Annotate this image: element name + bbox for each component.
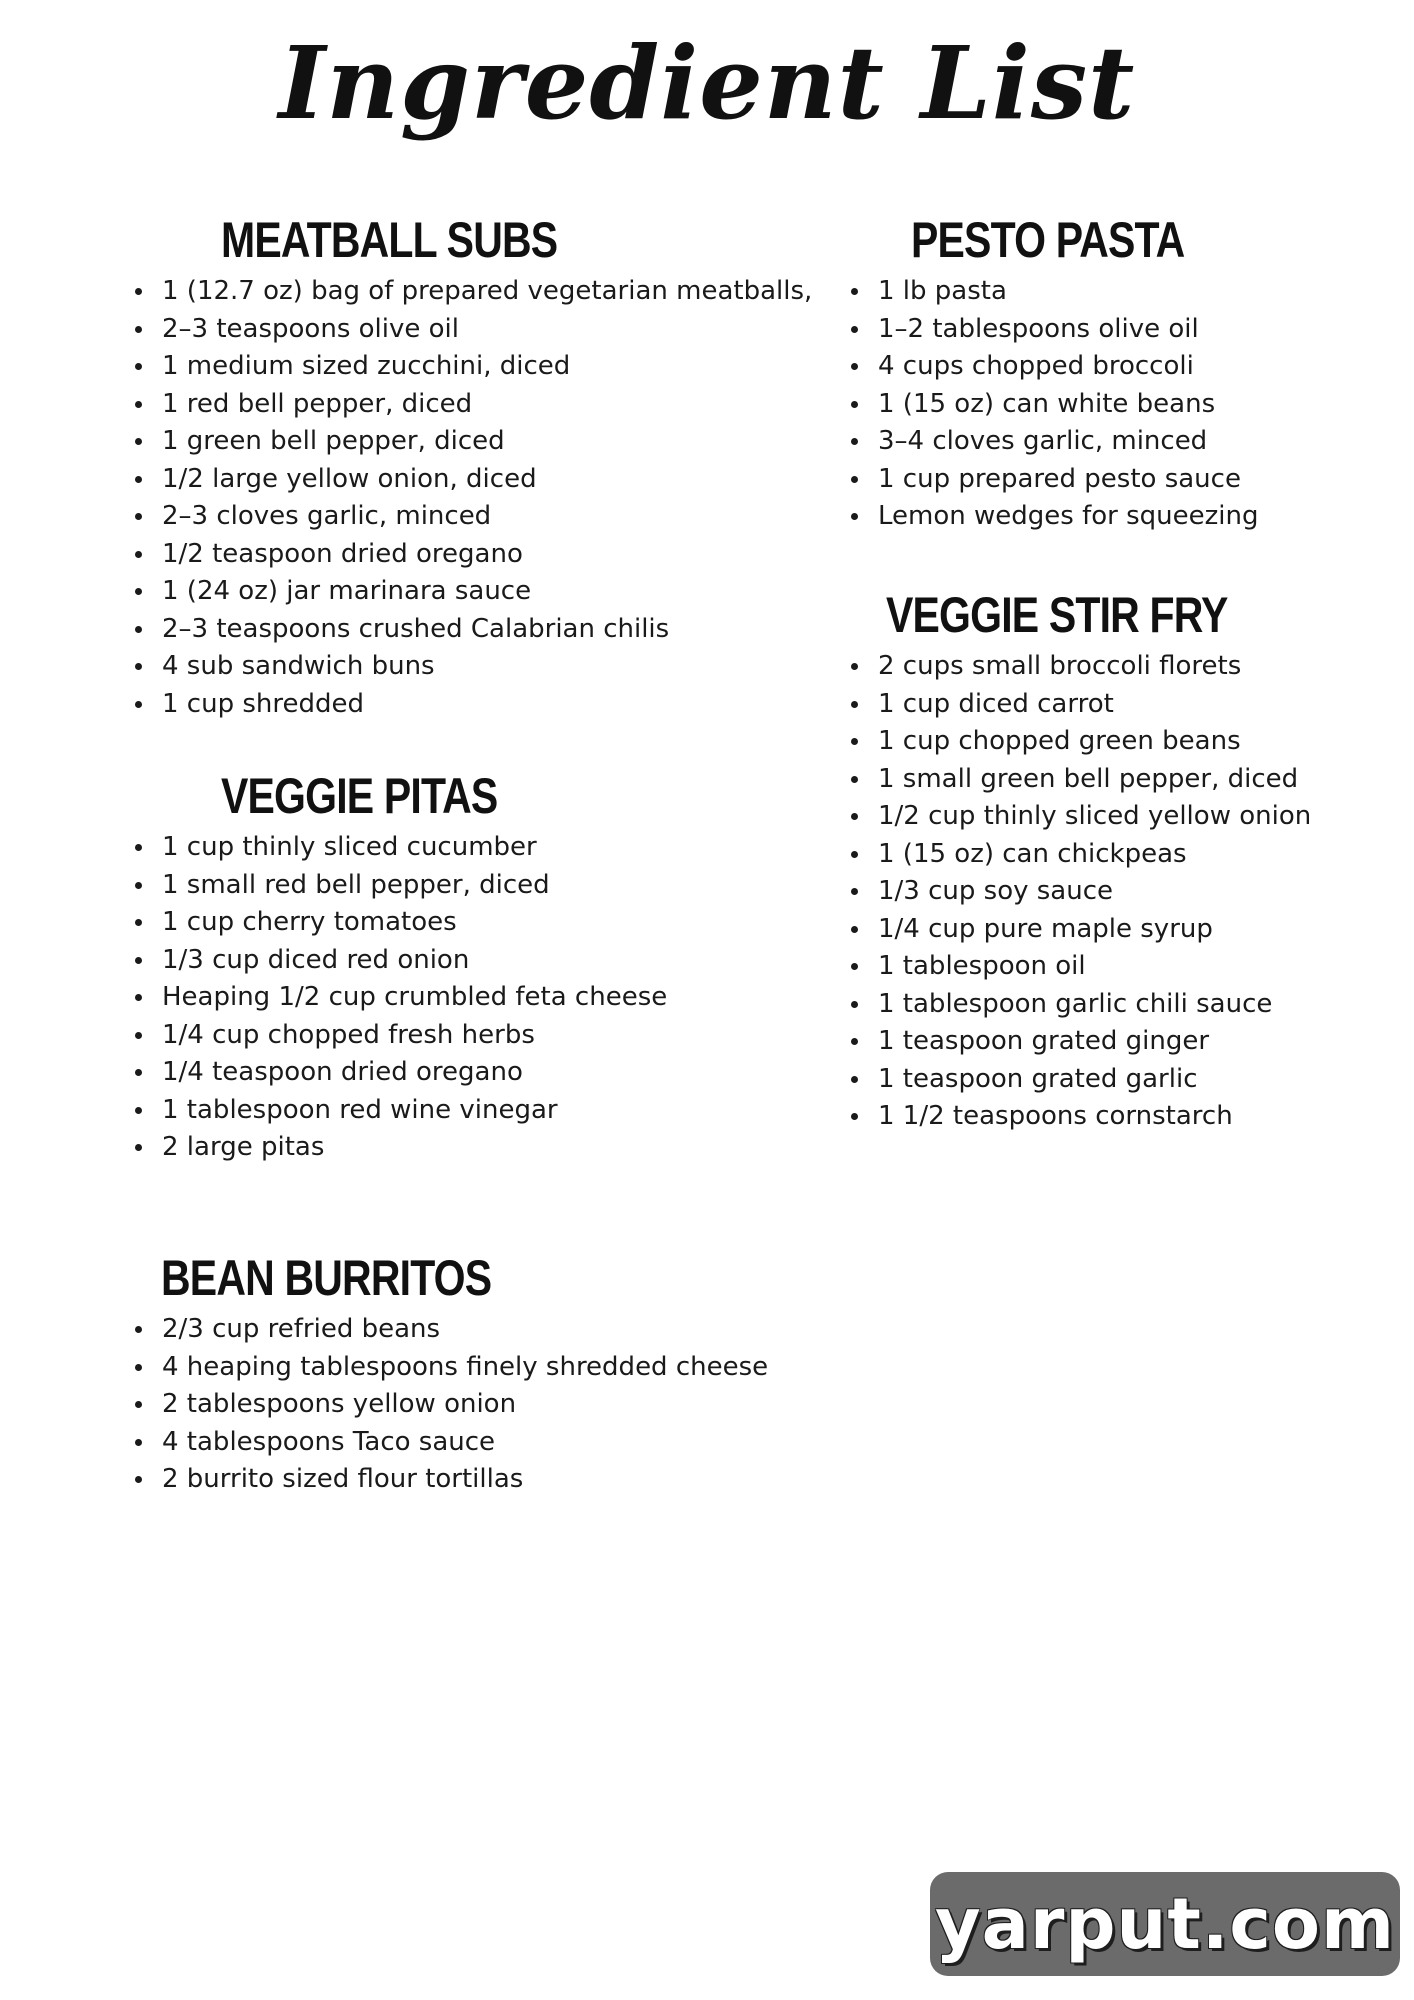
bullet-icon xyxy=(851,1038,858,1045)
ingredient-item xyxy=(848,911,1388,949)
ingredient-item xyxy=(848,648,1388,686)
ingredient-text: 4 sub sandwich buns xyxy=(162,651,435,681)
section-title-veggie-pitas: VEGGIE PITAS xyxy=(221,768,498,824)
ingredient-item xyxy=(132,1092,812,1130)
bullet-icon xyxy=(851,1113,858,1120)
section-meatball-subs xyxy=(132,210,812,723)
bullet-icon xyxy=(135,1401,142,1408)
ingredient-item xyxy=(848,1023,1388,1061)
ingredient-text: 1/4 teaspoon dried oregano xyxy=(162,1057,523,1087)
ingredient-text: 1 1/2 teaspoons cornstarch xyxy=(878,1101,1233,1131)
section-veggie-stir-fry xyxy=(848,585,1388,1136)
ingredient-list-bean-burritos xyxy=(132,1311,812,1499)
bullet-icon xyxy=(135,919,142,926)
ingredient-item xyxy=(848,1061,1388,1099)
bullet-icon xyxy=(851,663,858,670)
ingredient-text: 1/2 teaspoon dried oregano xyxy=(162,538,523,569)
ingredient-item xyxy=(132,1017,812,1055)
ingredient-item xyxy=(132,573,812,611)
ingredient-item xyxy=(132,1386,812,1424)
ingredient-text: 1 small red bell pepper, diced xyxy=(162,869,550,900)
ingredient-item xyxy=(132,498,812,536)
ingredient-item xyxy=(848,498,1368,536)
section-title-meatball-subs: MEATBALL SUBS xyxy=(221,212,558,268)
bullet-icon xyxy=(851,888,858,895)
ingredient-item xyxy=(132,979,812,1017)
ingredient-list-veggie-stir-fry xyxy=(848,648,1388,1136)
bullet-icon xyxy=(851,851,858,858)
bullet-icon xyxy=(135,626,142,633)
bullet-icon xyxy=(135,1069,142,1076)
bullet-icon xyxy=(135,844,142,851)
section-bean-burritos xyxy=(132,1248,812,1499)
ingredient-text: 1 tablespoon oil xyxy=(878,951,1086,981)
ingredient-text: 2–3 teaspoons crushed Calabrian chilis xyxy=(162,613,670,644)
ingredient-item xyxy=(848,386,1368,424)
ingredient-text: 1 teaspoon grated ginger xyxy=(878,1026,1210,1056)
bullet-icon xyxy=(135,663,142,670)
ingredient-item xyxy=(848,798,1388,836)
ingredient-item xyxy=(848,873,1388,911)
ingredient-text: 1/3 cup soy sauce xyxy=(878,876,1114,906)
section-title-pesto-pasta: PESTO PASTA xyxy=(911,212,1185,268)
ingredient-text: 1 green bell pepper, diced xyxy=(162,426,505,456)
ingredient-text: 1 cup prepared pesto sauce xyxy=(878,463,1241,494)
ingredient-text: 1 small green bell pepper, diced xyxy=(878,763,1299,794)
ingredient-item xyxy=(848,761,1388,799)
ingredient-text: 1 cup diced carrot xyxy=(878,688,1114,719)
ingredient-item xyxy=(132,1461,812,1499)
ingredient-text: 2–3 cloves garlic, minced xyxy=(162,501,492,531)
ingredient-item xyxy=(848,1098,1388,1136)
ingredient-text: 1 medium sized zucchini, diced xyxy=(162,351,571,381)
ingredient-item xyxy=(132,942,812,980)
bullet-icon xyxy=(135,1476,142,1483)
ingredient-item xyxy=(132,348,812,386)
bullet-icon xyxy=(851,288,858,295)
bullet-icon xyxy=(851,401,858,408)
ingredient-text: 1 teaspoon grated garlic xyxy=(878,1063,1198,1094)
ingredient-item xyxy=(848,461,1368,499)
ingredient-item xyxy=(132,1311,812,1349)
ingredient-item xyxy=(132,904,812,942)
ingredient-text: 1/2 large yellow onion, diced xyxy=(162,463,537,494)
ingredient-text: 1 cup chopped green beans xyxy=(878,726,1241,756)
bullet-icon xyxy=(135,1144,142,1151)
ingredient-text: 4 heaping tablespoons finely shredded cheese xyxy=(162,1351,769,1382)
bullet-icon xyxy=(851,776,858,783)
ingredient-item xyxy=(848,686,1388,724)
bullet-icon xyxy=(135,1364,142,1371)
bullet-icon xyxy=(135,994,142,1001)
ingredient-list-pesto-pasta xyxy=(848,273,1368,536)
bullet-icon xyxy=(851,813,858,820)
ingredient-item xyxy=(132,611,812,649)
ingredient-item xyxy=(132,1054,812,1092)
ingredient-text: 1 cup thinly sliced cucumber xyxy=(162,832,537,862)
bullet-icon xyxy=(135,476,142,483)
ingredient-item xyxy=(132,386,812,424)
ingredient-text: 1 tablespoon garlic chili sauce xyxy=(878,988,1273,1019)
ingredient-item xyxy=(848,836,1388,874)
bullet-icon xyxy=(135,401,142,408)
section-veggie-pitas xyxy=(132,766,812,1167)
ingredient-text: 1 (12.7 oz) bag of prepared vegetarian meatballs, xyxy=(162,276,813,306)
bullet-icon xyxy=(851,438,858,445)
ingredient-item xyxy=(848,986,1388,1024)
bullet-icon xyxy=(135,957,142,964)
bullet-icon xyxy=(135,438,142,445)
ingredient-item xyxy=(132,648,812,686)
ingredient-item xyxy=(132,423,812,461)
section-title-veggie-stir-fry: VEGGIE STIR FRY xyxy=(886,587,1228,643)
bullet-icon xyxy=(135,551,142,558)
ingredient-item xyxy=(132,273,812,311)
bullet-icon xyxy=(851,326,858,333)
ingredient-item xyxy=(132,829,812,867)
ingredient-item xyxy=(132,1129,812,1167)
ingredient-text: 2 cups small broccoli florets xyxy=(878,651,1242,681)
ingredient-text: 1 (24 oz) jar marinara sauce xyxy=(162,576,532,606)
ingredient-text: 2 tablespoons yellow onion xyxy=(162,1389,517,1419)
bullet-icon xyxy=(135,1107,142,1114)
ingredient-text: 1 tablespoon red wine vinegar xyxy=(162,1094,558,1125)
ingredient-item xyxy=(848,311,1368,349)
ingredient-text: 4 cups chopped broccoli xyxy=(878,351,1194,381)
bullet-icon xyxy=(135,363,142,370)
ingredient-text: 1 cup cherry tomatoes xyxy=(162,907,457,937)
bullet-icon xyxy=(851,1001,858,1008)
bullet-icon xyxy=(135,1032,142,1039)
ingredient-item xyxy=(848,723,1388,761)
ingredient-text: 1 (15 oz) can chickpeas xyxy=(878,838,1187,869)
ingredient-text: 3–4 cloves garlic, minced xyxy=(878,426,1208,456)
ingredient-text: Heaping 1/2 cup crumbled feta cheese xyxy=(162,982,668,1012)
ingredient-text: 2–3 teaspoons olive oil xyxy=(162,313,459,344)
bullet-icon xyxy=(135,588,142,595)
bullet-icon xyxy=(135,326,142,333)
ingredient-item xyxy=(848,948,1388,986)
ingredient-item xyxy=(132,1424,812,1462)
ingredient-text: 4 tablespoons Taco sauce xyxy=(162,1426,496,1457)
ingredient-item xyxy=(848,273,1368,311)
ingredient-item xyxy=(132,686,812,724)
bullet-icon xyxy=(851,513,858,520)
bullet-icon xyxy=(135,288,142,295)
bullet-icon xyxy=(135,882,142,889)
section-pesto-pasta xyxy=(848,210,1368,536)
bullet-icon xyxy=(851,926,858,933)
bullet-icon xyxy=(851,701,858,708)
ingredient-item xyxy=(132,1349,812,1387)
bullet-icon xyxy=(135,1439,142,1446)
bullet-icon xyxy=(135,701,142,708)
ingredient-text: 1 cup shredded xyxy=(162,688,364,719)
bullet-icon xyxy=(851,738,858,745)
bullet-icon xyxy=(851,1076,858,1083)
ingredient-text: 2 large pitas xyxy=(162,1132,325,1162)
ingredient-item xyxy=(132,311,812,349)
ingredient-text: 1/3 cup diced red onion xyxy=(162,944,470,975)
ingredient-item xyxy=(132,461,812,499)
ingredient-text: 1/2 cup thinly sliced yellow onion xyxy=(878,801,1312,831)
watermark-text: yarput.com xyxy=(935,1883,1395,1965)
ingredient-text: 1/4 cup chopped fresh herbs xyxy=(162,1019,535,1050)
bullet-icon xyxy=(135,1326,142,1333)
ingredient-text: Lemon wedges for squeezing xyxy=(878,501,1259,531)
section-title-bean-burritos: BEAN BURRITOS xyxy=(161,1250,492,1306)
ingredient-text: 2 burrito sized flour tortillas xyxy=(162,1464,524,1494)
ingredient-text: 1 red bell pepper, diced xyxy=(162,388,473,419)
page-title: Ingredient List xyxy=(278,24,1136,142)
ingredient-list-veggie-pitas xyxy=(132,829,812,1167)
ingredient-item xyxy=(132,536,812,574)
ingredient-item xyxy=(848,423,1368,461)
bullet-icon xyxy=(851,963,858,970)
ingredient-text: 1–2 tablespoons olive oil xyxy=(878,313,1199,344)
ingredient-text: 1 lb pasta xyxy=(878,276,1007,306)
bullet-icon xyxy=(135,513,142,520)
ingredient-text: 1 (15 oz) can white beans xyxy=(878,388,1216,419)
bullet-icon xyxy=(851,363,858,370)
watermark-badge xyxy=(930,1872,1400,1976)
ingredient-item xyxy=(132,867,812,905)
ingredient-item xyxy=(848,348,1368,386)
ingredient-text: 1/4 cup pure maple syrup xyxy=(878,913,1213,944)
ingredient-text: 2/3 cup refried beans xyxy=(162,1314,441,1344)
ingredient-list-meatball-subs xyxy=(132,273,812,723)
bullet-icon xyxy=(851,476,858,483)
